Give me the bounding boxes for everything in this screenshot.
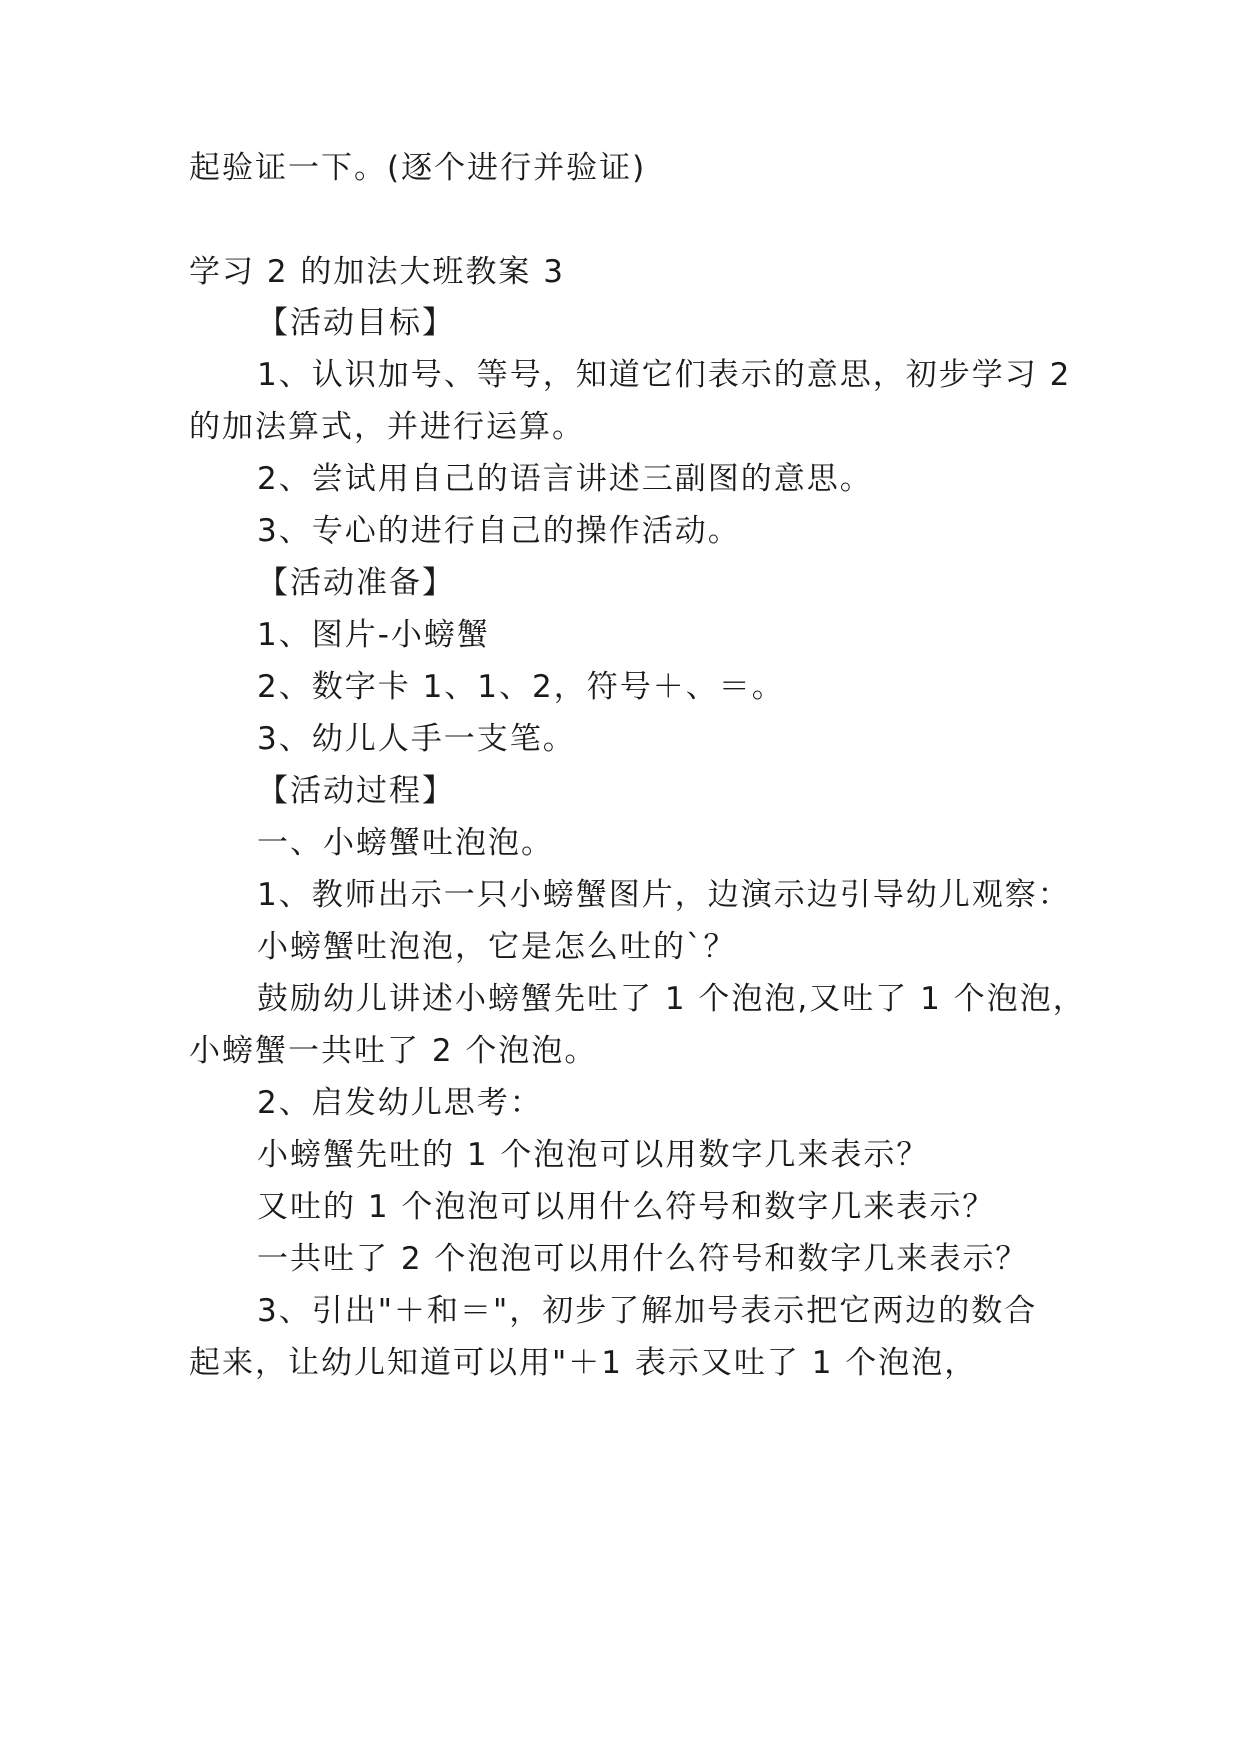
heading-activity-process: 【活动过程】 bbox=[257, 773, 455, 809]
section-title: 学习 2 的加法大班教案 3 bbox=[189, 254, 566, 290]
text-line: 2、尝试用自己的语言讲述三副图的意思。 bbox=[257, 461, 873, 497]
text-line: 1、教师出示一只小螃蟹图片，边演示边引导幼儿观察： bbox=[257, 877, 1071, 913]
text-line: 小螃蟹一共吐了 2 个泡泡。 bbox=[189, 1033, 598, 1069]
text-line: 3、引出"＋和＝"，初步了解加号表示把它两边的数合 bbox=[257, 1293, 1038, 1329]
text-line: 又吐的 1 个泡泡可以用什么符号和数字几来表示？ bbox=[257, 1189, 996, 1225]
text-line: 2、数字卡 1、1、2，符号＋、＝。 bbox=[257, 669, 785, 705]
text-line: 一、小螃蟹吐泡泡。 bbox=[257, 825, 554, 861]
text-line: 小螃蟹先吐的 1 个泡泡可以用数字几来表示？ bbox=[257, 1137, 930, 1173]
heading-activity-prep: 【活动准备】 bbox=[257, 565, 455, 601]
text-line: 1、认识加号、等号，知道它们表示的意思，初步学习 2 bbox=[257, 357, 1072, 393]
text-line: 2、启发幼儿思考： bbox=[257, 1085, 543, 1121]
heading-activity-goals: 【活动目标】 bbox=[257, 305, 455, 341]
text-line: 一共吐了 2 个泡泡可以用什么符号和数字几来表示？ bbox=[257, 1241, 1029, 1277]
text-line: 3、专心的进行自己的操作活动。 bbox=[257, 513, 741, 549]
text-line: 3、幼儿人手一支笔。 bbox=[257, 721, 576, 757]
text-line: 的加法算式，并进行运算。 bbox=[189, 409, 585, 445]
text-line: 小螃蟹吐泡泡，它是怎么吐的`？ bbox=[257, 929, 737, 965]
text-line: 鼓励幼儿讲述小螃蟹先吐了 1 个泡泡,又吐了 1 个泡泡， bbox=[257, 981, 1086, 1017]
text-line: 起验证一下。(逐个进行并验证) bbox=[189, 150, 647, 186]
text-line: 起来，让幼儿知道可以用"＋1 表示又吐了 1 个泡泡， bbox=[189, 1345, 978, 1381]
text-line: 1、图片-小螃蟹 bbox=[257, 617, 490, 653]
